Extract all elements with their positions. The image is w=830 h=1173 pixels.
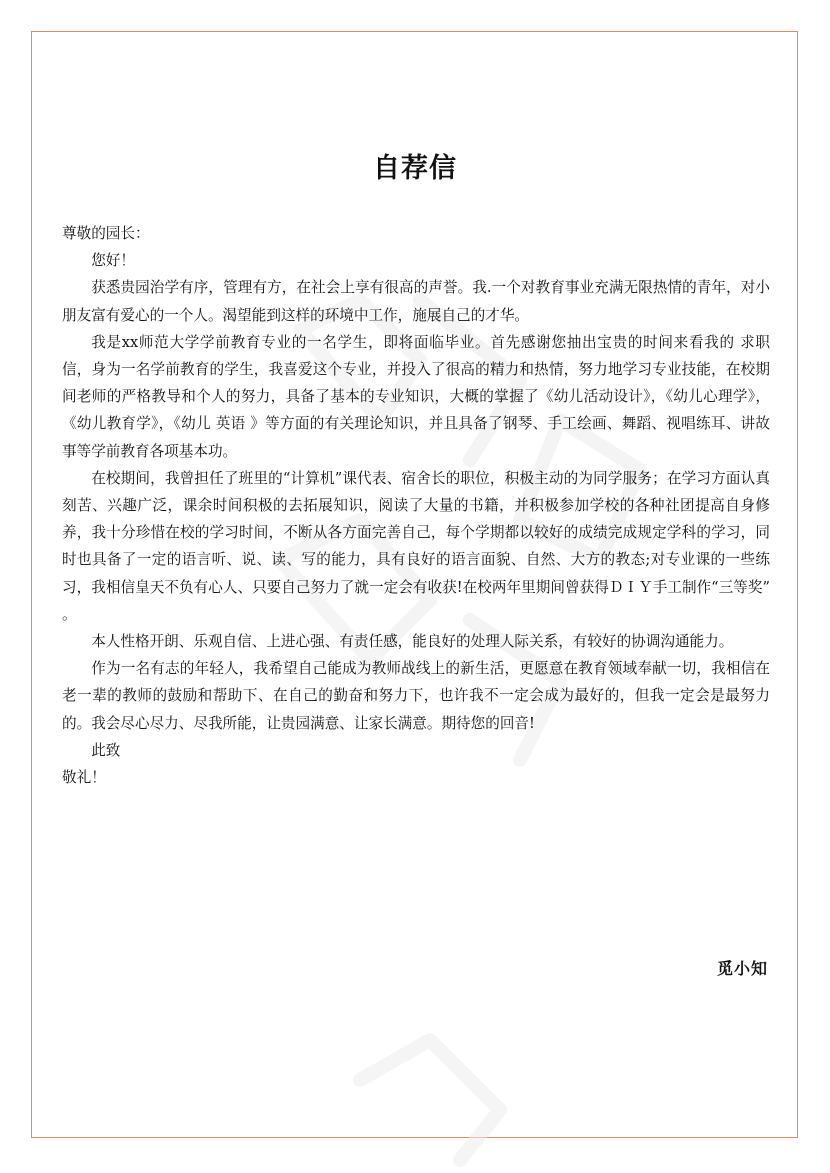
paragraph-aspiration: 作为一名有志的年轻人，我希望自己能成为教师战线上的新生活，更愿意在教育领域奉献一切，我相信在老一辈的教师的鼓励和帮助下、在自己的勤奋和努力下，也许我不一定会成为最好的，但我一定会是最努力的。我会尽心尽力、尽我所能，让贵园满意、让家长满意。期待您的回音! [62,660,770,732]
greeting: 您好！ [91,252,135,270]
page-title: 自荐信 [373,153,457,184]
regards: 敬礼！ [62,769,106,787]
paragraph-intro: 获悉贵园治学有序，管理有方，在社会上享有很高的声誉。我.一个对教育事业充满无限热情的青年，对小朋友富有爱心的一个人。渴望能到这样的环境中工作，施展自己的才华。 [62,279,770,324]
closing: 此致 [91,741,121,759]
signature: 觅小知 [716,959,768,978]
salutation: 尊敬的园长： [62,225,150,242]
paragraph-personality: 本人性格开朗、乐观自信、上进心强、有责任感，能良好的处理人际关系，有较好的协调沟通能力。 [91,633,734,651]
letter-body [62,220,770,791]
paragraph-education: 我是xx师范大学学前教育专业的一名学生，即将面临毕业。首先感谢您抽出宝贵的时间来看我的 求职 信，身为一名学前教育的学生，我喜爱这个专业，并投入了很高的精力和热情，努力地学习专业技能，在校期间老师的严格教导和个人的努力，具备了基本的专业知识，大概的掌握了《幼儿活动设计》，《幼儿心理学》，《幼儿教育学》，《幼儿 英语 》等方面的有关理论知识，并且具备了钢琴、手工绘画、舞蹈、视唱练耳、讲故事等学前教育各项基本功。 [62,333,770,460]
paragraph-school-activities: 在校期间，我曾担任了班里的“计算机”课代表、宿舍长的职位，积极主动的为同学服务；在学习方面认真刻苦、兴趣广泛，课余时间积极的去拓展知识，阅读了大量的书籍，并积极参加学校的各种社团提高自身修养，我十分珍惜在校的学习时间，不断从各方面完善自己，每个学期都以较好的成绩完成规定学科的学习，同时也具备了一定的语言听、说、读、写的能力，具有良好的语言面貌、自然、大方的教态;对专业课的一些练习，我相信皇天不负有心人、只要自己努力了就一定会有收获!在校两年里期间曾获得ＤＩＹ手工制作“三等奖” 。 [62,469,770,623]
